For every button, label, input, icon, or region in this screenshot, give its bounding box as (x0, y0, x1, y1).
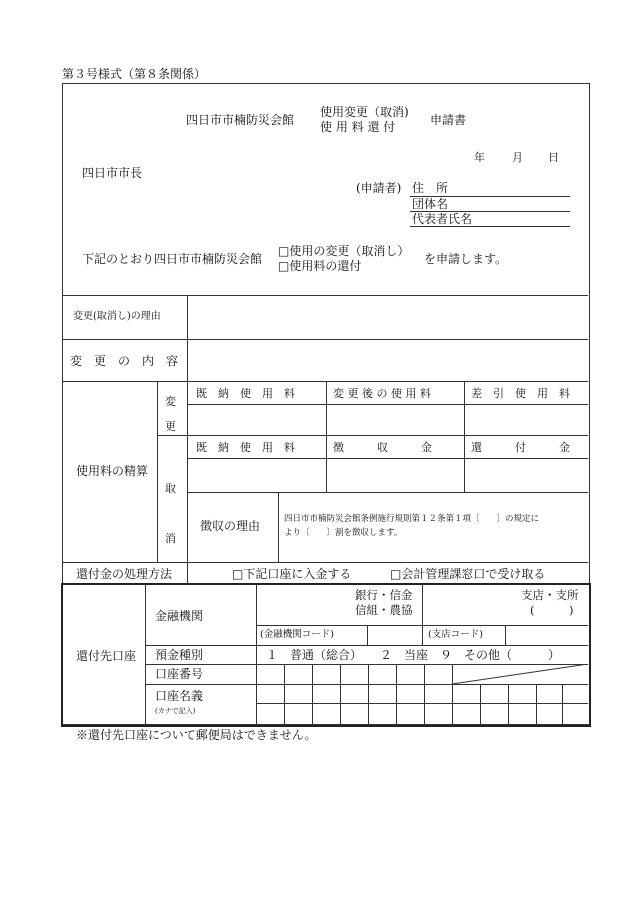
account-name-field[interactable] (257, 685, 585, 722)
request-suffix: を申請します。 (424, 252, 508, 266)
representative-label: 代表者氏名 (412, 212, 473, 226)
settlement-label: 使用料の精算 (76, 464, 149, 478)
deposit-type-label: 預金種別 (155, 648, 204, 662)
title-suffix: 申請書 (430, 113, 467, 127)
divider (187, 492, 588, 493)
date-month: 月 (512, 151, 523, 164)
bank-section-label: 還付先口座 (76, 649, 137, 663)
title-option-refund: 使 用 料 還 付 (320, 120, 396, 134)
divider (464, 381, 465, 435)
account-number-strike (452, 664, 588, 684)
divider (326, 435, 327, 492)
collection-reason-label: 徴収の理由 (200, 519, 261, 533)
request-prefix: 下記のとおり四日市市楠防災会館 (82, 252, 263, 266)
title-facility: 四日市市楠防災会館 (186, 113, 295, 127)
divider (187, 404, 588, 405)
cancel-paid-fee-header: 既 納 使 用 料 (196, 441, 295, 454)
institution-types-1: 銀行・信金 (355, 588, 413, 602)
request-option-refund[interactable]: □使用料の還付 (278, 259, 362, 273)
divider (157, 435, 588, 436)
institution-types-2: 信組・農協 (355, 603, 413, 617)
date-day: 日 (548, 151, 559, 164)
collection-header: 徴 収 金 (333, 441, 432, 454)
account-name-label: 口座名義 (155, 689, 204, 703)
change-paid-fee-header: 既 納 使 用 料 (196, 387, 295, 400)
divider (187, 381, 188, 562)
divider (62, 562, 588, 563)
addressee: 四日市市長 (82, 166, 143, 180)
collection-reason-text-1: 四日市市楠防災会館条例施行規則第１２条第１項〔 〕の規定に (284, 514, 540, 524)
group-label: 団体名 (412, 197, 449, 211)
change-difference-header: 差 引 使 用 料 (471, 387, 570, 400)
divider (187, 562, 188, 584)
date-year: 年 (474, 151, 485, 164)
divider (187, 458, 588, 459)
account-number-label: 口座番号 (155, 667, 204, 681)
refund-header: 還 付 金 (471, 441, 570, 454)
branch-paren: ( ) (530, 603, 574, 617)
content-label: 変 更 の 内 容 (70, 354, 179, 368)
divider (157, 381, 158, 562)
reason-field[interactable] (188, 296, 586, 338)
address-label: 住 所 (412, 181, 449, 195)
divider (422, 585, 423, 645)
branch-code-field[interactable] (506, 626, 586, 644)
content-field[interactable] (188, 340, 586, 380)
change-label: 変更 (165, 395, 176, 433)
divider (62, 381, 588, 382)
divider (326, 381, 327, 435)
representative-line[interactable] (410, 226, 570, 227)
divider (278, 492, 279, 562)
cancel-label: 取消 (165, 482, 176, 545)
refund-method-label: 還付金の処理方法 (76, 567, 173, 581)
change-fee-after-header: 変 更 後 の 使 用 料 (333, 387, 431, 400)
divider (145, 645, 588, 646)
institution-code-field[interactable] (368, 626, 421, 644)
reason-label: 変更(取消し)の理由 (73, 311, 161, 322)
request-option-change[interactable]: □使用の変更（取消し） (278, 244, 410, 258)
form-number: 第３号様式（第８条関係） (62, 67, 207, 81)
divider (464, 435, 465, 492)
branch-code-label: (支店コード) (428, 629, 483, 640)
divider (145, 585, 146, 724)
refund-option-account[interactable]: □下記口座に入金する (232, 567, 352, 581)
institution-code-label: (金融機関コード) (260, 629, 334, 640)
title-option-change: 使用変更（取消) (320, 105, 409, 119)
deposit-type-options[interactable]: １ 普通（総合） ２ 当座 ９ その他（ ） (266, 648, 561, 662)
applicant-label: (申請者) (356, 181, 402, 195)
account-number-field[interactable] (257, 665, 452, 683)
collection-reason-text-2: より〔 〕割を徴収します。 (284, 528, 403, 538)
footnote: ※還付先口座について郵便局はできません。 (76, 728, 317, 742)
account-name-note: (カナで記入) (155, 707, 196, 715)
branch-types: 支店・支所 (521, 588, 579, 602)
refund-option-counter[interactable]: □会計管理課窓口で受け取る (390, 567, 546, 581)
institution-label: 金融機関 (155, 609, 204, 623)
